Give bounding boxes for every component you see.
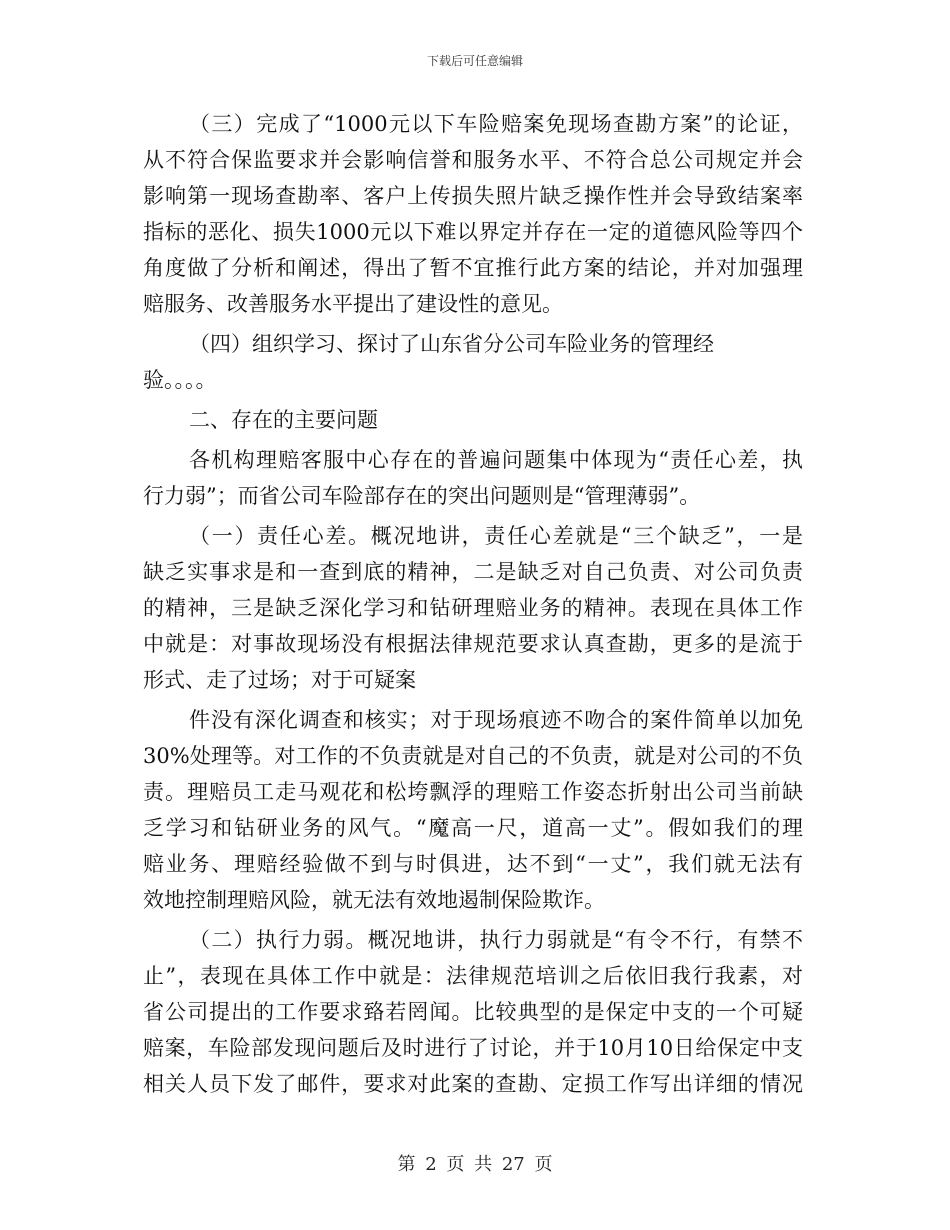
document-body (143, 106, 803, 1102)
text-line: 中就是：对事故现场没有根据法律规范要求认真查勘，更多的是流于 (143, 632, 803, 656)
text-line: 各机构理赔客服中心存在的普遍问题集中体现为“责任心差，执 (189, 448, 803, 472)
text-line: 的精神，三是缺乏深化学习和钻研理赔业务的精神。表现在具体工作 (143, 596, 803, 620)
text-line: 赔服务、改善服务水平提出了建设性的意见。 (143, 292, 563, 316)
text-line: 30%处理等。对工作的不负责就是对自己的不负责，就是对公司的不负 (143, 744, 803, 768)
text-line: （二）执行力弱。概况地讲，执行力弱就是“有令不行，有禁不 (189, 928, 803, 952)
text-line: 件没有深化调查和核实；对于现场痕迹不吻合的案件简单以加免 (189, 708, 803, 732)
text-line: 行力弱”；而省公司车险部存在的突出问题则是“管理薄弱”。 (143, 484, 701, 508)
text-line: （四）组织学习、探讨了山东省分公司车险业务的管理经 (189, 332, 714, 356)
text-line: 影响第一现场查勘率、客户上传损失照片缺乏操作性并会导致结案率 (143, 184, 803, 208)
text-line: 责。理赔员工走马观花和松垮飘浮的理赔工作姿态折射出公司当前缺 (143, 780, 803, 804)
text-line: 赔业务、理赔经验做不到与时俱进，达不到“一丈”，我们就无法有 (143, 852, 803, 876)
text-line: 角度做了分析和阐述，得出了暂不宜推行此方案的结论，并对加强理 (143, 256, 803, 280)
text-line: 形式、走了过场；对于可疑案 (143, 668, 416, 692)
page-header: 下载后可任意编辑 (426, 54, 523, 68)
text-line: （三）完成了“1000元以下车险赔案免现场查勘方案”的论证， (189, 112, 803, 136)
text-line: 乏学习和钻研业务的风气。“魔高一尺，道高一丈”。假如我们的理 (143, 816, 803, 840)
text-line: （一）责任心差。概况地讲，责任心差就是“三个缺乏”，一是 (189, 524, 803, 548)
section-heading: 二、存在的主要问题 (189, 408, 378, 432)
text-line: 指标的恶化、损失1000元以下难以界定并存在一定的道德风险等四个 (143, 220, 803, 244)
text-line: 验。。。。 (143, 368, 217, 392)
text-line: 效地控制理赔风险，就无法有效地遏制保险欺诈。 (143, 888, 605, 912)
text-line: 止”，表现在具体工作中就是：法律规范培训之后依旧我行我素，对 (143, 964, 803, 988)
text-line: 从不符合保监要求并会影响信誉和服务水平、不符合总公司规定并会 (143, 148, 803, 172)
text-line: 省公司提出的工作要求臵若罔闻。比较典型的是保定中支的一个可疑 (143, 1000, 803, 1024)
text-line: 赔案，车险部发现问题后及时进行了讨论，并于10月10日给保定中支 (143, 1036, 803, 1060)
text-line: 相关人员下发了邮件，要求对此案的查勘、定损工作写出详细的情况 (143, 1072, 803, 1096)
text-line: 缺乏实事求是和一查到底的精神，二是缺乏对自己负责、对公司负责 (143, 560, 803, 584)
page-footer: 第 2 页 共 27 页 (397, 1154, 553, 1175)
